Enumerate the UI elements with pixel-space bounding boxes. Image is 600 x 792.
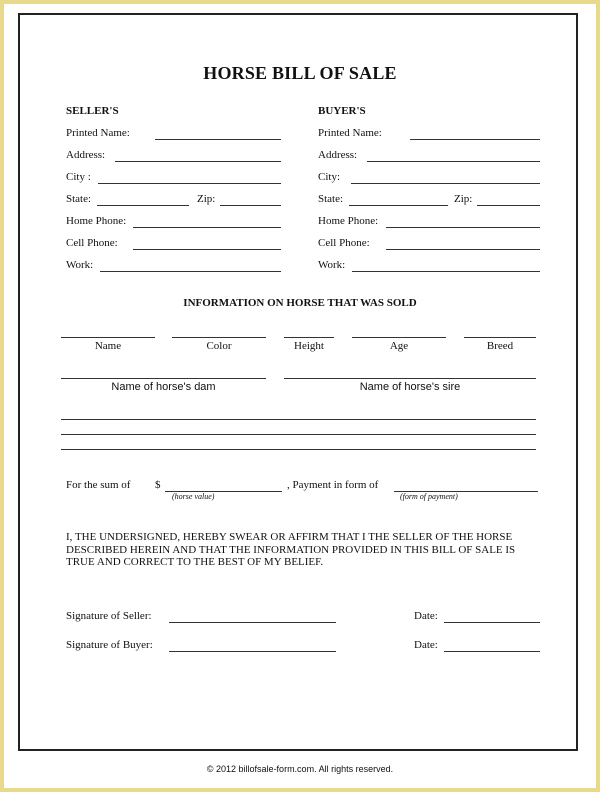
seller-printed-name-label: Printed Name: [66,127,130,139]
seller-cell-phone-label: Cell Phone: [66,237,118,249]
seller-address-label: Address: [66,149,106,161]
horse-notes-line-2[interactable] [61,434,536,435]
payment-form-hint: (form of payment) [400,492,458,501]
seller-address-field[interactable] [115,161,281,162]
buyer-printed-name-field[interactable] [410,139,540,140]
buyer-home-phone-field[interactable] [386,227,540,228]
horse-height-caption: Height [294,340,324,352]
seller-printed-name-field[interactable] [155,139,281,140]
seller-work-field[interactable] [100,271,281,272]
seller-date-label: Date: [414,610,438,622]
horse-value-hint: (horse value) [172,492,215,501]
horse-age-field[interactable] [352,337,446,338]
horse-sire-caption: Name of horse's sire [359,381,461,393]
horse-age-caption: Age [389,340,409,352]
buyer-signature-label: Signature of Buyer: [66,639,153,651]
buyer-address-field[interactable] [367,161,540,162]
buyer-date-label: Date: [414,639,438,651]
horse-breed-field[interactable] [464,337,536,338]
seller-signature-field[interactable] [169,622,336,623]
horse-height-field[interactable] [284,337,334,338]
form-title: HORSE BILL OF SALE [203,63,397,83]
horse-name-caption: Name [94,340,122,352]
horse-notes-line-1[interactable] [61,419,536,420]
buyer-heading: BUYER'S [318,105,366,117]
horse-color-field[interactable] [172,337,266,338]
seller-city-label: City : [66,171,91,183]
payment-form-label: , Payment in form of [287,479,379,491]
affirmation-statement: I, THE UNDERSIGNED, HEREBY SWEAR OR AFFIRM THAT I THE SELLER OF THE HORSE DESCRIBED HEREIN AND THAT THE INFORMATION PROVIDED IN THIS BILL OF SALE IS TRUE AND CORRECT TO THE BEST OF MY BELIEF. [66,531,516,568]
horse-name-field[interactable] [61,337,155,338]
seller-city-field[interactable] [98,183,281,184]
copyright-footer: © 2012 billofsale-form.com. All rights reserved. [206,764,394,774]
seller-cell-phone-field[interactable] [133,249,281,250]
buyer-address-label: Address: [318,149,358,161]
buyer-city-field[interactable] [351,183,540,184]
payment-sum-label: For the sum of [66,479,131,491]
seller-heading: SELLER'S [66,105,119,117]
buyer-work-field[interactable] [352,271,540,272]
buyer-printed-name-label: Printed Name: [318,127,382,139]
buyer-city-label: City: [318,171,341,183]
horse-color-caption: Color [206,340,232,352]
horse-notes-line-3[interactable] [61,449,536,450]
buyer-signature-field[interactable] [169,651,336,652]
seller-zip-label: Zip: [197,193,216,205]
horse-dam-caption: Name of horse's dam [111,381,216,393]
buyer-zip-field[interactable] [477,205,540,206]
horse-dam-field[interactable] [61,378,266,379]
horse-info-heading: INFORMATION ON HORSE THAT WAS SOLD [183,297,417,309]
buyer-zip-label: Zip: [454,193,473,205]
seller-home-phone-field[interactable] [133,227,281,228]
currency-symbol: $ [155,479,161,491]
seller-state-label: State: [66,193,92,205]
seller-signature-label: Signature of Seller: [66,610,152,622]
horse-sire-field[interactable] [284,378,536,379]
buyer-state-label: State: [318,193,344,205]
buyer-date-field[interactable] [444,651,540,652]
buyer-state-field[interactable] [349,205,448,206]
buyer-cell-phone-field[interactable] [386,249,540,250]
seller-state-field[interactable] [97,205,189,206]
seller-home-phone-label: Home Phone: [66,215,127,227]
seller-work-label: Work: [66,259,94,271]
seller-date-field[interactable] [444,622,540,623]
buyer-home-phone-label: Home Phone: [318,215,379,227]
seller-zip-field[interactable] [220,205,281,206]
buyer-cell-phone-label: Cell Phone: [318,237,370,249]
buyer-work-label: Work: [318,259,346,271]
horse-breed-caption: Breed [486,340,514,352]
